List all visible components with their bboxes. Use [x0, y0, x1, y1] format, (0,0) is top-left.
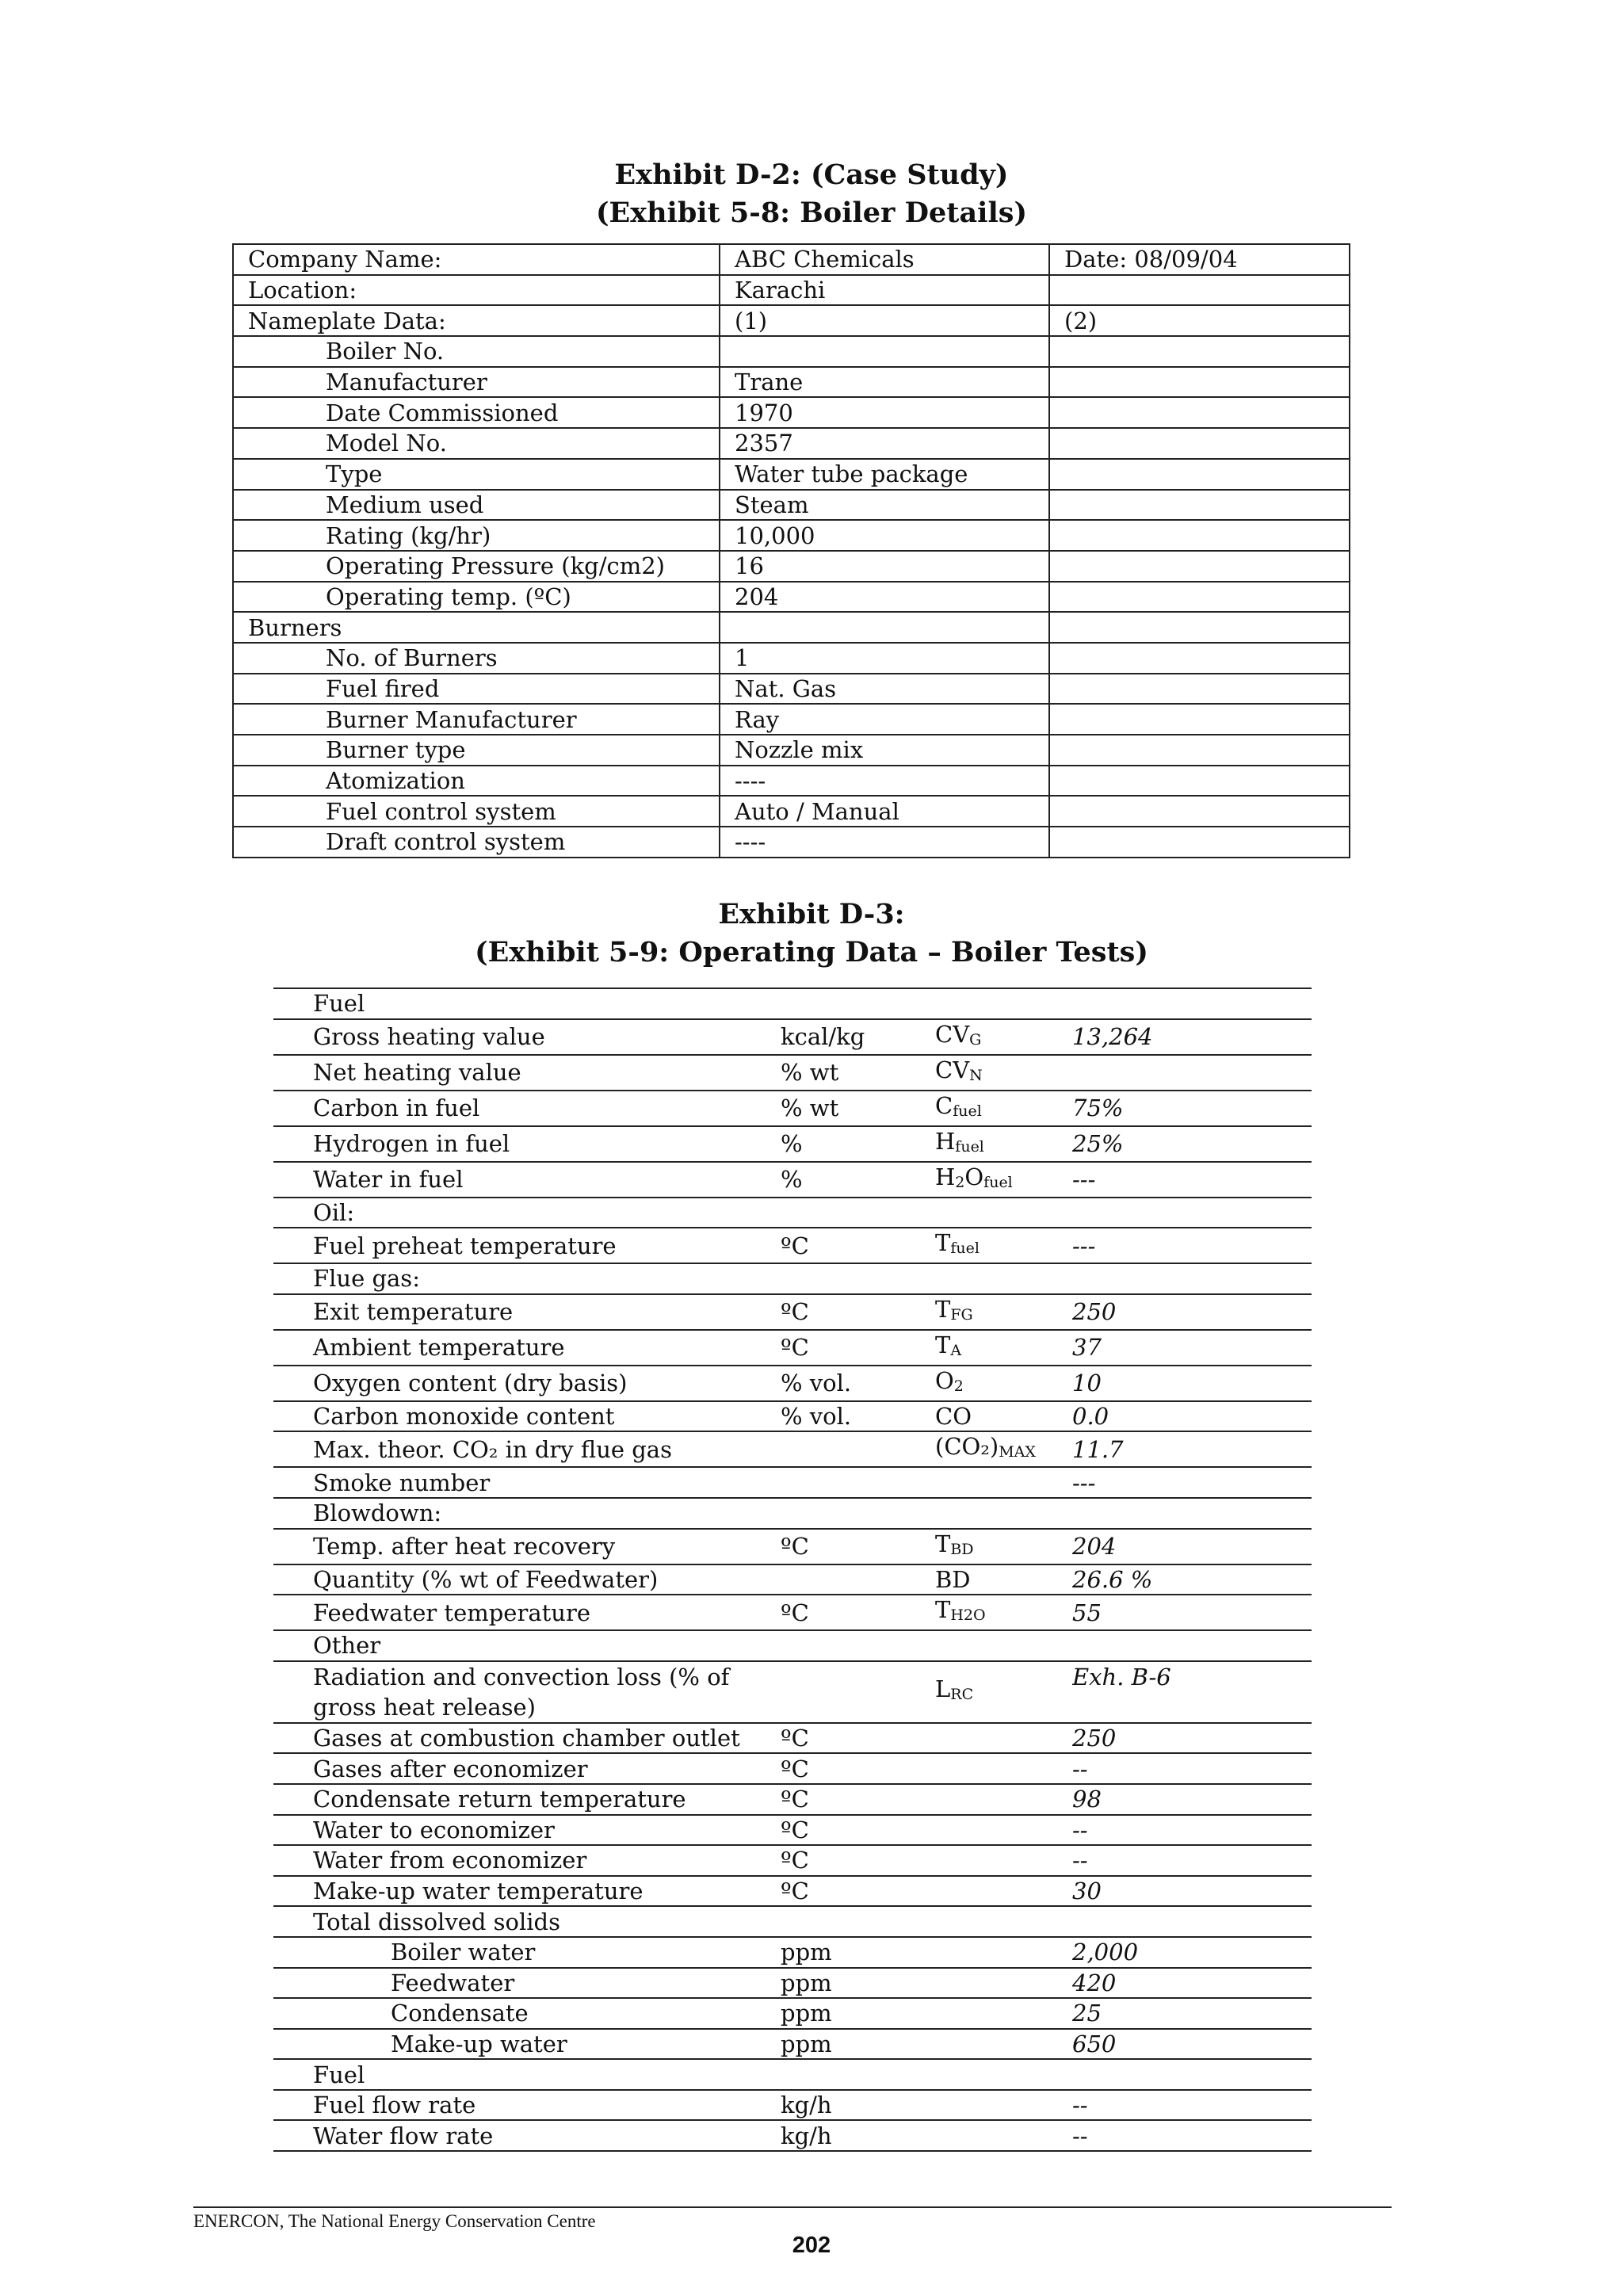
symbol-base: C [935, 1091, 953, 1119]
boiler-detail-label: Date Commissioned [233, 397, 720, 428]
boiler-details-row [233, 796, 1350, 827]
boiler-detail-value-1: 2357 [720, 428, 1049, 459]
operating-data-row [273, 2120, 1312, 2151]
operating-data-row [273, 1431, 1312, 1467]
boiler-details-row [233, 612, 1350, 643]
boiler-details-table [232, 243, 1350, 858]
operating-data-row [273, 1467, 1312, 1498]
operating-data-symbol [935, 1564, 1072, 1595]
operating-data-value [1072, 988, 1312, 1019]
symbol-base: CV [935, 1020, 970, 1048]
operating-data-label: Oxygen content (dry basis) [273, 1366, 781, 1401]
operating-data-row [273, 1126, 1312, 1162]
operating-data-row [273, 1330, 1312, 1366]
boiler-detail-label: Rating (kg/hr) [233, 520, 720, 551]
operating-data-value: 25% [1072, 1126, 1312, 1162]
operating-data-row [273, 1529, 1312, 1564]
boiler-detail-label: Burners [233, 612, 720, 643]
boiler-detail-value-2 [1049, 459, 1350, 490]
operating-data-row [273, 1401, 1312, 1432]
boiler-details-row [233, 336, 1350, 367]
operating-data-unit [781, 988, 935, 1019]
operating-data-symbol [935, 1968, 1072, 1999]
boiler-detail-value-1: Trane [720, 367, 1049, 398]
exhibit-d3-title-line2: (Exhibit 5-9: Operating Data – Boiler Tests) [475, 936, 1148, 968]
operating-data-label: Fuel preheat temperature [273, 1228, 781, 1263]
operating-data-label: Condensate [273, 1998, 781, 2029]
boiler-detail-value-2 [1049, 612, 1350, 643]
operating-data-unit [781, 1564, 935, 1595]
symbol-base: O [935, 1366, 954, 1394]
boiler-detail-value-1: 1970 [720, 397, 1049, 428]
boiler-detail-label: Operating temp. (ºC) [233, 582, 720, 613]
operating-data-row [273, 1815, 1312, 1846]
boiler-detail-label: Boiler No. [233, 336, 720, 367]
boiler-details-row [233, 367, 1350, 398]
operating-data-unit [781, 1661, 935, 1723]
boiler-detail-label: Operating Pressure (kg/cm2) [233, 551, 720, 582]
exhibit-d2-title-line1: Exhibit D-2: (Case Study) [614, 159, 1009, 191]
page-number: 202 [792, 2233, 831, 2258]
operating-data-value: 98 [1072, 1784, 1312, 1815]
symbol-base: CV [935, 1056, 970, 1083]
boiler-detail-value-2 [1049, 674, 1350, 705]
boiler-detail-label: Location: [233, 275, 720, 306]
boiler-detail-value-2 [1049, 643, 1350, 674]
operating-data-row [273, 988, 1312, 1019]
boiler-detail-label: Atomization [233, 766, 720, 797]
operating-data-value: --- [1072, 1162, 1312, 1198]
boiler-detail-value-2 [1049, 827, 1350, 858]
boiler-details-row [233, 735, 1350, 766]
symbol-base: H [935, 1163, 956, 1190]
boiler-detail-value-2 [1049, 367, 1350, 398]
boiler-detail-value-2 [1049, 428, 1350, 459]
boiler-detail-label: Fuel fired [233, 674, 720, 705]
operating-data-symbol [935, 1815, 1072, 1846]
boiler-detail-value-1 [720, 336, 1049, 367]
boiler-detail-label: Company Name: [233, 244, 720, 275]
boiler-detail-value-1: Steam [720, 490, 1049, 521]
operating-data-row [273, 2029, 1312, 2060]
symbol-subscript: N [969, 1066, 983, 1084]
operating-data-symbol [935, 1228, 1072, 1263]
boiler-detail-value-2 [1049, 766, 1350, 797]
operating-data-value [1072, 1055, 1312, 1091]
boiler-details-row [233, 459, 1350, 490]
operating-data-symbol [935, 1330, 1072, 1366]
boiler-detail-value-1: Karachi [720, 275, 1049, 306]
operating-data-unit: ºC [781, 1815, 935, 1846]
footer-divider [193, 2206, 1392, 2208]
operating-data-row [273, 1998, 1312, 2029]
operating-data-row [273, 1498, 1312, 1529]
operating-data-value: -- [1072, 2090, 1312, 2121]
boiler-detail-label: Medium used [233, 490, 720, 521]
operating-data-label: Boiler water [273, 1937, 781, 1968]
operating-data-label: Make-up water temperature [273, 1876, 781, 1907]
boiler-details-row [233, 520, 1350, 551]
boiler-detail-value-1: 16 [720, 551, 1049, 582]
operating-data-symbol [935, 1937, 1072, 1968]
operating-data-symbol [935, 1876, 1072, 1907]
operating-data-label: Make-up water [273, 2029, 781, 2060]
operating-data-value: 11.7 [1072, 1431, 1312, 1467]
exhibit-d3-title [0, 896, 1623, 972]
operating-data-row [273, 1630, 1312, 1661]
operating-data-unit: ºC [781, 1753, 935, 1784]
operating-data-unit [781, 1198, 935, 1228]
operating-data-table [273, 988, 1312, 2152]
operating-data-unit [781, 1498, 935, 1529]
operating-data-label: Condensate return temperature [273, 1784, 781, 1815]
operating-data-label: Water flow rate [273, 2120, 781, 2151]
operating-data-value: -- [1072, 1845, 1312, 1876]
symbol-subscript: MAX [999, 1443, 1036, 1461]
operating-data-unit [781, 1263, 935, 1294]
symbol-subscript-2: fuel [983, 1173, 1013, 1191]
operating-data-value: 2,000 [1072, 1937, 1312, 1968]
operating-data-value: 75% [1072, 1091, 1312, 1126]
boiler-details-row [233, 428, 1350, 459]
operating-data-row [273, 1198, 1312, 1228]
operating-data-unit: ºC [781, 1330, 935, 1366]
operating-data-symbol [935, 1055, 1072, 1091]
operating-data-value [1072, 1498, 1312, 1529]
operating-data-symbol [935, 1845, 1072, 1876]
operating-data-row [273, 2059, 1312, 2090]
boiler-detail-label: Manufacturer [233, 367, 720, 398]
operating-data-row [273, 1055, 1312, 1091]
operating-data-unit: ºC [781, 1228, 935, 1263]
operating-data-row [273, 1294, 1312, 1330]
operating-data-symbol [935, 1263, 1072, 1294]
operating-data-value: 55 [1072, 1595, 1312, 1630]
boiler-detail-label: Model No. [233, 428, 720, 459]
boiler-details-row [233, 551, 1350, 582]
boiler-detail-value-1: ABC Chemicals [720, 244, 1049, 275]
boiler-detail-label: Burner type [233, 735, 720, 766]
symbol-base: (CO₂) [935, 1433, 999, 1461]
operating-data-symbol [935, 1595, 1072, 1630]
operating-data-symbol [935, 1906, 1072, 1937]
operating-data-symbol [935, 1294, 1072, 1330]
boiler-detail-value-1: 204 [720, 582, 1049, 613]
operating-data-value: 25 [1072, 1998, 1312, 2029]
symbol-base: T [935, 1530, 951, 1557]
operating-data-symbol [935, 1401, 1072, 1432]
boiler-detail-value-1: 10,000 [720, 520, 1049, 551]
operating-data-label: Carbon monoxide content [273, 1401, 781, 1432]
boiler-detail-label: Nameplate Data: [233, 305, 720, 336]
boiler-detail-value-1: Nat. Gas [720, 674, 1049, 705]
symbol-suffix: O [964, 1163, 984, 1190]
boiler-detail-value-2 [1049, 735, 1350, 766]
boiler-details-row [233, 244, 1350, 275]
symbol-subscript: G [969, 1030, 982, 1049]
operating-data-symbol [935, 1998, 1072, 2029]
operating-data-label: Feedwater [273, 1968, 781, 1999]
operating-data-value: 0.0 [1072, 1401, 1312, 1432]
operating-data-label: Quantity (% wt of Feedwater) [273, 1564, 781, 1595]
operating-data-label: Exit temperature [273, 1294, 781, 1330]
boiler-details-row [233, 827, 1350, 858]
exhibit-d3-title-line1: Exhibit D-3: [718, 898, 905, 930]
operating-data-label: Temp. after heat recovery [273, 1529, 781, 1564]
symbol-subscript: fuel [953, 1102, 982, 1120]
operating-data-label: Water to economizer [273, 1815, 781, 1846]
operating-data-row [273, 1876, 1312, 1907]
boiler-details-row [233, 397, 1350, 428]
operating-data-symbol [935, 1498, 1072, 1529]
operating-data-value: 650 [1072, 2029, 1312, 2060]
boiler-detail-value-2 [1049, 336, 1350, 367]
operating-data-value [1072, 1198, 1312, 1228]
operating-data-value: -- [1072, 1815, 1312, 1846]
symbol-base: L [935, 1675, 951, 1703]
operating-data-row [273, 1906, 1312, 1937]
operating-data-unit [781, 1906, 935, 1937]
operating-data-symbol [935, 1753, 1072, 1784]
operating-data-value: 13,264 [1072, 1019, 1312, 1055]
symbol-subscript: A [950, 1341, 962, 1359]
operating-data-unit: ppm [781, 1937, 935, 1968]
operating-data-label: Radiation and convection loss (% of gross heat release) [273, 1661, 781, 1723]
operating-data-value: -- [1072, 1753, 1312, 1784]
operating-data-row [273, 1968, 1312, 1999]
boiler-details-row [233, 275, 1350, 306]
boiler-detail-value-1: Ray [720, 704, 1049, 735]
symbol-subscript: H2O [950, 1606, 986, 1625]
operating-data-row [273, 1723, 1312, 1754]
symbol-base: T [935, 1295, 951, 1323]
operating-data-row [273, 1753, 1312, 1784]
boiler-detail-value-1: 1 [720, 643, 1049, 674]
symbol-base: T [935, 1596, 951, 1624]
operating-data-unit: % vol. [781, 1401, 935, 1432]
operating-data-unit: ppm [781, 1968, 935, 1999]
boiler-detail-value-2: (2) [1049, 305, 1350, 336]
boiler-detail-value-1: Nozzle mix [720, 735, 1049, 766]
symbol-subscript: fuel [950, 1240, 980, 1258]
operating-data-unit: % [781, 1162, 935, 1198]
operating-data-value: 30 [1072, 1876, 1312, 1907]
operating-data-label: Total dissolved solids [273, 1906, 781, 1937]
operating-data-label: Fuel flow rate [273, 2090, 781, 2121]
operating-data-row [273, 1661, 1312, 1723]
boiler-detail-value-2 [1049, 704, 1350, 735]
operating-data-unit: ºC [781, 1845, 935, 1876]
operating-data-label: Feedwater temperature [273, 1595, 781, 1630]
operating-data-unit: ppm [781, 2029, 935, 2060]
operating-data-unit: ºC [781, 1784, 935, 1815]
operating-data-value: 420 [1072, 1968, 1312, 1999]
operating-data-value [1072, 1263, 1312, 1294]
operating-data-label: Oil: [273, 1198, 781, 1228]
operating-data-label: Gases after economizer [273, 1753, 781, 1784]
boiler-details-row [233, 766, 1350, 797]
operating-data-row [273, 1784, 1312, 1815]
boiler-detail-value-1: Auto / Manual [720, 796, 1049, 827]
symbol-subscript: 2 [955, 1173, 965, 1191]
operating-data-label: Flue gas: [273, 1263, 781, 1294]
operating-data-value: -- [1072, 2120, 1312, 2151]
operating-data-symbol [935, 1431, 1072, 1467]
operating-data-unit [781, 1467, 935, 1498]
exhibit-d2-title [0, 156, 1623, 232]
boiler-detail-value-1: Water tube package [720, 459, 1049, 490]
operating-data-label: Fuel [273, 2059, 781, 2090]
operating-data-symbol [935, 1467, 1072, 1498]
boiler-detail-label: Type [233, 459, 720, 490]
symbol-base: BD [935, 1565, 971, 1593]
operating-data-value: Exh. B-6 [1072, 1661, 1312, 1723]
operating-data-unit: ºC [781, 1595, 935, 1630]
operating-data-unit: kg/h [781, 2120, 935, 2151]
operating-data-row [273, 1162, 1312, 1198]
exhibit-d2-title-line2: (Exhibit 5-8: Boiler Details) [595, 197, 1028, 229]
symbol-base: H [935, 1127, 956, 1155]
operating-data-symbol [935, 1198, 1072, 1228]
operating-data-symbol [935, 2029, 1072, 2060]
operating-data-row [273, 1845, 1312, 1876]
operating-data-value: 26.6 % [1072, 1564, 1312, 1595]
operating-data-symbol [935, 1162, 1072, 1198]
boiler-detail-value-2 [1049, 796, 1350, 827]
operating-data-label: Hydrogen in fuel [273, 1126, 781, 1162]
operating-data-label: Ambient temperature [273, 1330, 781, 1366]
boiler-details-row [233, 305, 1350, 336]
boiler-detail-value-2 [1049, 275, 1350, 306]
operating-data-unit: % [781, 1126, 935, 1162]
operating-data-label: Carbon in fuel [273, 1091, 781, 1126]
boiler-detail-value-1: ---- [720, 827, 1049, 858]
operating-data-value: 250 [1072, 1294, 1312, 1330]
operating-data-unit: ºC [781, 1294, 935, 1330]
operating-data-label: Water in fuel [273, 1162, 781, 1198]
operating-data-value [1072, 2059, 1312, 2090]
boiler-detail-value-2 [1049, 490, 1350, 521]
operating-data-value: --- [1072, 1467, 1312, 1498]
operating-data-symbol [935, 988, 1072, 1019]
operating-data-symbol [935, 2120, 1072, 2151]
operating-data-label: Other [273, 1630, 781, 1661]
operating-data-row [273, 1366, 1312, 1401]
operating-data-value: 37 [1072, 1330, 1312, 1366]
operating-data-unit: ºC [781, 1723, 935, 1754]
symbol-subscript: RC [950, 1686, 974, 1704]
operating-data-symbol [935, 1529, 1072, 1564]
operating-data-label: Water from economizer [273, 1845, 781, 1876]
operating-data-row [273, 1228, 1312, 1263]
operating-data-value: --- [1072, 1228, 1312, 1263]
boiler-detail-value-2 [1049, 551, 1350, 582]
operating-data-value: 10 [1072, 1366, 1312, 1401]
symbol-subscript: FG [950, 1305, 973, 1324]
operating-data-unit: ºC [781, 1529, 935, 1564]
boiler-detail-label: Burner Manufacturer [233, 704, 720, 735]
boiler-detail-value-1 [720, 612, 1049, 643]
operating-data-row [273, 1091, 1312, 1126]
operating-data-symbol [935, 2090, 1072, 2121]
operating-data-label: Gases at combustion chamber outlet [273, 1723, 781, 1754]
operating-data-symbol [935, 2059, 1072, 2090]
operating-data-row [273, 1019, 1312, 1055]
symbol-base: T [935, 1229, 951, 1257]
operating-data-unit: % vol. [781, 1366, 935, 1401]
operating-data-label: Gross heating value [273, 1019, 781, 1055]
symbol-subscript: BD [950, 1540, 974, 1558]
operating-data-label: Blowdown: [273, 1498, 781, 1529]
operating-data-unit: % wt [781, 1091, 935, 1126]
operating-data-label: Net heating value [273, 1055, 781, 1091]
operating-data-unit: ppm [781, 1998, 935, 2029]
operating-data-symbol [935, 1019, 1072, 1055]
operating-data-row [273, 1937, 1312, 1968]
operating-data-row [273, 1595, 1312, 1630]
operating-data-unit: kcal/kg [781, 1019, 935, 1055]
symbol-subscript: 2 [953, 1377, 964, 1395]
boiler-detail-label: No. of Burners [233, 643, 720, 674]
operating-data-value [1072, 1630, 1312, 1661]
symbol-subscript: fuel [955, 1137, 984, 1156]
boiler-detail-label: Draft control system [233, 827, 720, 858]
operating-data-unit [781, 1630, 935, 1661]
symbol-base: CO [935, 1403, 972, 1431]
boiler-detail-value-1: ---- [720, 766, 1049, 797]
operating-data-symbol [935, 1784, 1072, 1815]
operating-data-row [273, 1263, 1312, 1294]
operating-data-symbol [935, 1723, 1072, 1754]
operating-data-label: Max. theor. CO₂ in dry flue gas [273, 1431, 781, 1467]
boiler-details-row [233, 490, 1350, 521]
boiler-details-row [233, 674, 1350, 705]
boiler-detail-value-2 [1049, 520, 1350, 551]
boiler-detail-value-1: (1) [720, 305, 1049, 336]
operating-data-unit: % wt [781, 1055, 935, 1091]
operating-data-row [273, 1564, 1312, 1595]
operating-data-label: Smoke number [273, 1467, 781, 1498]
operating-data-unit: kg/h [781, 2090, 935, 2121]
operating-data-row [273, 2090, 1312, 2121]
operating-data-symbol [935, 1366, 1072, 1401]
operating-data-symbol [935, 1091, 1072, 1126]
boiler-detail-value-2 [1049, 397, 1350, 428]
operating-data-label: Fuel [273, 988, 781, 1019]
operating-data-unit: ºC [781, 1876, 935, 1907]
symbol-base: T [935, 1331, 951, 1358]
operating-data-symbol [935, 1661, 1072, 1723]
footer-organization: ENERCON, The National Energy Conservation Centre [193, 2211, 596, 2231]
operating-data-unit [781, 1431, 935, 1467]
boiler-details-row [233, 704, 1350, 735]
operating-data-value: 204 [1072, 1529, 1312, 1564]
operating-data-symbol [935, 1126, 1072, 1162]
operating-data-symbol [935, 1630, 1072, 1661]
operating-data-unit [781, 2059, 935, 2090]
boiler-detail-value-2 [1049, 582, 1350, 613]
operating-data-value [1072, 1906, 1312, 1937]
boiler-details-row [233, 643, 1350, 674]
boiler-details-row [233, 582, 1350, 613]
operating-data-value: 250 [1072, 1723, 1312, 1754]
boiler-detail-label: Fuel control system [233, 796, 720, 827]
boiler-detail-value-2: Date: 08/09/04 [1049, 244, 1350, 275]
